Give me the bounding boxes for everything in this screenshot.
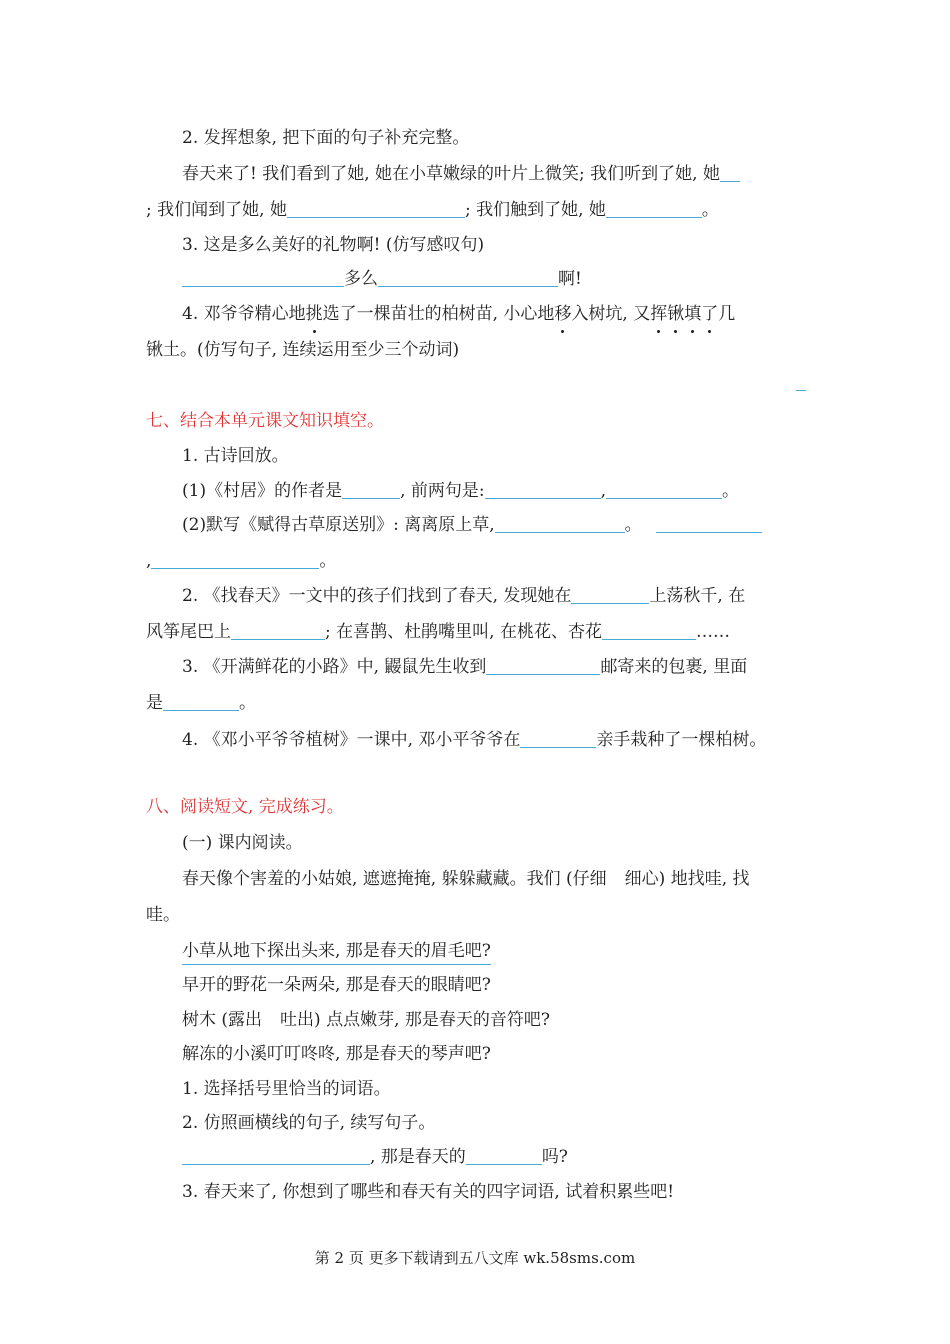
s7-q3-line1: 3. 《开满鲜花的小路》中, 鼹鼠先生收到 邮寄来的包裹, 里面 (182, 657, 748, 677)
section-8-title: 八、阅读短文, 完成练习。 (146, 797, 344, 817)
verb-dot: 挑 (305, 304, 323, 324)
s8-para1: 春天像个害羞的小姑娘, 遮遮掩掩, 躲躲藏藏。我们 (仔细 细心) 地找哇, 找 (182, 869, 750, 889)
s7-q1-2-cont: , 。 (146, 551, 337, 571)
blank[interactable] (606, 480, 722, 499)
s8-underlined-sentence: 小草从地下探出头来, 那是春天的眉毛吧? (182, 940, 491, 962)
s7-q1-2: (2)默写《赋得古草原送别》: 离离原上草, 。 (182, 514, 762, 536)
s7-q1-1: (1)《村居》的作者是 , 前两句是: , 。 (182, 481, 740, 501)
blank[interactable] (571, 585, 649, 604)
s8-q2-answer-line: , 那是春天的 吗? (182, 1146, 568, 1168)
verb-dot: 了 (701, 304, 719, 324)
blank[interactable] (163, 692, 239, 711)
s8-subtitle: (一) 课内阅读。 (182, 833, 303, 853)
blank[interactable] (378, 268, 558, 287)
s6-q2-line2: ; 我们闻到了她, 她 ; 我们触到了她, 她 。 (146, 200, 719, 220)
s6-q2: 2. 发挥想象, 把下面的句子补充完整。 (182, 128, 470, 148)
s7-q2-line1: 2. 《找春天》一文中的孩子们找到了春天, 发现她在 上荡秋千, 在 (182, 586, 746, 606)
s7-q2-line2: 风筝尾巴上 ; 在喜鹊、杜鹃嘴里叫, 在桃花、杏花 …… (146, 622, 730, 642)
s6-q4-answer-blank (796, 372, 806, 394)
s7-q4: 4. 《邓小平爷爷植树》一课中, 邓小平爷爷在 亲手栽种了一棵柏树。 (182, 730, 767, 750)
blank[interactable] (606, 199, 702, 218)
s6-q4-line1: 4. 邓爷爷精心地挑选了一棵苗壮的柏树苗, 小心地移入树坑, 又挥锹填了几 (182, 304, 736, 324)
blank[interactable] (796, 372, 806, 391)
blank[interactable] (182, 268, 344, 287)
section-7-title: 七、结合本单元课文知识填空。 (146, 411, 384, 431)
s8-para5: 解冻的小溪叮叮咚咚, 那是春天的琴声吧? (182, 1044, 491, 1064)
s7-q3-line2: 是 。 (146, 693, 256, 713)
blank[interactable] (342, 480, 400, 499)
s8-q1: 1. 选择括号里恰当的词语。 (182, 1079, 391, 1099)
s8-para3: 早开的野花一朵两朵, 那是春天的眼睛吧? (182, 975, 491, 995)
verb-dot: 移 (554, 304, 572, 324)
blank[interactable] (520, 729, 596, 748)
s8-para4: 树木 (露出 吐出) 点点嫩芽, 那是春天的音符吧? (182, 1010, 551, 1030)
s6-q2-line1: 春天来了! 我们看到了她, 她在小草嫩绿的叶片上微笑; 我们听到了她, 她 (182, 163, 740, 185)
s8-q2: 2. 仿照画横线的句子, 续写句子。 (182, 1113, 436, 1133)
s6-q4-line2: 锹土。(仿写句子, 连续运用至少三个动词) (146, 340, 460, 360)
blank[interactable] (466, 1146, 542, 1165)
verb-dot: 锹 (667, 304, 685, 324)
verb-dot: 填 (684, 304, 702, 324)
blank[interactable] (602, 621, 696, 640)
verb-dot: 挥 (650, 304, 668, 324)
blank[interactable] (720, 163, 740, 182)
s6-q3: 3. 这是多么美好的礼物啊! (仿写感叹句) (182, 235, 485, 255)
s8-para1-cont: 哇。 (146, 905, 180, 925)
blank[interactable] (182, 1146, 370, 1165)
blank[interactable] (287, 199, 465, 218)
s6-q3-answer-line: 多么 啊! (182, 268, 582, 290)
blank[interactable] (486, 656, 600, 675)
blank[interactable] (231, 621, 325, 640)
blank[interactable] (656, 514, 762, 533)
blank[interactable] (495, 514, 625, 533)
s7-q1: 1. 古诗回放。 (182, 446, 289, 466)
blank[interactable] (151, 550, 319, 569)
blank[interactable] (485, 480, 601, 499)
s8-q3: 3. 春天来了, 你想到了哪些和春天有关的四字词语, 试着积累些吧! (182, 1182, 675, 1202)
page-footer: 第 2 页 更多下载请到五八文库 wk.58sms.com (314, 1249, 636, 1267)
